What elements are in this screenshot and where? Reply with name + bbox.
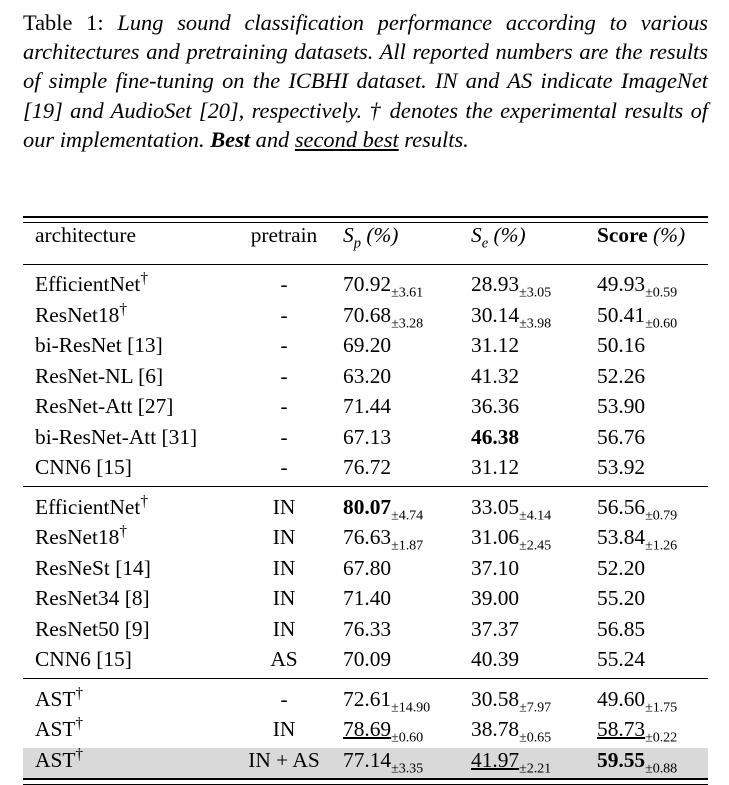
cell-score [591,303,708,334]
results-table [23,216,708,785]
cell-architecture [23,272,233,303]
table-row [23,748,708,780]
architecture-name: bi-ResNet [13] [35,333,163,357]
cell-score [591,495,708,526]
std-se: ±0.65 [519,729,551,745]
dagger-icon: † [140,492,148,509]
dagger-icon: † [119,300,127,317]
architecture-name: ResNet34 [8] [35,586,150,610]
dagger-icon: † [75,684,83,701]
value-sp: 76.63 [343,525,391,549]
rule-cell [591,486,708,495]
results-table-body [23,217,708,785]
std-sp: ±14.90 [391,699,430,715]
value-sp: 76.33 [343,617,391,641]
std-score: ±1.26 [645,537,677,553]
table-row [23,394,708,425]
cell-se [463,425,591,456]
table-row [23,495,708,526]
cell-sp [335,525,463,556]
cell-architecture [23,717,233,748]
cell-architecture [23,425,233,456]
std-se: ±7.97 [519,699,551,715]
cell-pretrain: IN [233,556,335,587]
table-row [23,425,708,456]
rule-cell [591,265,708,273]
std-se: ±3.05 [519,284,551,300]
value-sp: 70.92 [343,272,391,296]
value-score: 58.73 [597,717,645,741]
value-se: 31.06 [471,525,519,549]
value-se: 30.58 [471,687,519,711]
cell-pretrain: - [233,425,335,456]
cell-score [591,647,708,678]
cell-pretrain: - [233,394,335,425]
cell-architecture [23,303,233,334]
rule-cell [233,486,335,495]
cell-se [463,495,591,526]
cell-architecture [23,617,233,648]
cell-pretrain: IN [233,717,335,748]
value-score: 56.56 [597,495,645,519]
architecture-name: CNN6 [15] [35,647,132,671]
cell-sp [335,748,463,780]
caption-and-word: and [256,127,290,152]
column-header-pretrain: pretrain [233,223,335,261]
value-sp: 70.68 [343,303,391,327]
std-score: ±0.79 [645,507,677,523]
value-score: 52.26 [597,364,645,388]
table-row [23,333,708,364]
cell-se [463,617,591,648]
cell-score [591,455,708,486]
rule-cell [591,678,708,687]
value-sp: 80.07 [343,495,391,519]
cell-score [591,687,708,718]
architecture-name: bi-ResNet-Att [31] [35,425,197,449]
cell-sp [335,425,463,456]
cell-sp [335,687,463,718]
cell-se [463,272,591,303]
results-table-container [23,216,708,785]
cell-se [463,687,591,718]
cell-score [591,425,708,456]
cell-sp [335,556,463,587]
table-row [23,303,708,334]
cell-score [591,556,708,587]
cell-pretrain: IN + AS [233,748,335,780]
cell-pretrain: IN [233,525,335,556]
metric-subscript: e [482,235,488,251]
value-score: 52.20 [597,556,645,580]
value-se: 30.14 [471,303,519,327]
architecture-name: EfficientNet [35,272,140,296]
value-score: 53.90 [597,394,645,418]
architecture-name: CNN6 [15] [35,455,132,479]
metric-unit: (%) [488,223,525,247]
table-row [23,455,708,486]
value-se: 41.97 [471,748,519,772]
value-sp: 78.69 [343,717,391,741]
column-header-sp [335,223,463,261]
std-score: ±0.22 [645,729,677,745]
cell-sp [335,495,463,526]
std-se: ±4.14 [519,507,551,523]
table-row [23,556,708,587]
cell-sp [335,617,463,648]
value-se: 37.10 [471,556,519,580]
value-score: 56.76 [597,425,645,449]
std-sp: ±3.61 [391,284,423,300]
value-sp: 72.61 [343,687,391,711]
rule-cell [335,486,463,495]
std-sp: ±1.87 [391,537,423,553]
cell-sp [335,272,463,303]
cell-sp [335,717,463,748]
rule-cell [23,265,233,273]
cell-pretrain: IN [233,586,335,617]
std-score: ±0.59 [645,284,677,300]
architecture-name: ResNet-Att [27] [35,394,173,418]
cell-architecture [23,556,233,587]
cell-se [463,333,591,364]
value-se: 39.00 [471,586,519,610]
value-score: 56.85 [597,617,645,641]
cell-architecture [23,647,233,678]
cell-se [463,717,591,748]
column-header-architecture: architecture [23,223,233,261]
cell-se [463,556,591,587]
cell-sp [335,364,463,395]
cell-architecture [23,586,233,617]
value-sp: 67.80 [343,556,391,580]
table-row [23,586,708,617]
value-sp: 70.09 [343,647,391,671]
caption-body: Lung sound classification performance according to various architectures and pretraining datasets. All reported numbers are the results of simple fine-tuning on the ICBHI dataset. IN and AS indicate ImageNet [19] and AudioSet [20], respectively. † denotes the experimental results of our implementation. [23,10,708,152]
value-sp: 69.20 [343,333,391,357]
value-se: 36.36 [471,394,519,418]
cell-score [591,525,708,556]
table-row [23,617,708,648]
architecture-name: AST [35,717,75,741]
value-score: 55.24 [597,647,645,671]
caption-best-word: Best [210,127,250,152]
std-sp: ±3.28 [391,315,423,331]
cell-pretrain: - [233,687,335,718]
cell-pretrain: - [233,303,335,334]
column-header-se [463,223,591,261]
std-se: ±2.21 [519,760,551,776]
metric-unit: (%) [361,223,398,247]
metric-symbol: S [471,223,482,247]
std-sp: ±3.35 [391,760,423,776]
cell-sp [335,333,463,364]
cell-sp [335,647,463,678]
value-se: 37.37 [471,617,519,641]
cell-pretrain: - [233,364,335,395]
section-separator-rule [23,486,708,495]
cell-pretrain: - [233,272,335,303]
rule-cell [233,678,335,687]
cell-se [463,364,591,395]
cell-se [463,586,591,617]
value-sp: 63.20 [343,364,391,388]
cell-architecture [23,748,233,780]
table-row [23,647,708,678]
value-score: 49.60 [597,687,645,711]
table-row [23,272,708,303]
value-sp: 77.14 [343,748,391,772]
cell-score [591,333,708,364]
std-se: ±3.98 [519,315,551,331]
caption-tail: results. [404,127,468,152]
value-score: 55.20 [597,586,645,610]
cell-architecture [23,333,233,364]
value-score: 53.84 [597,525,645,549]
value-se: 46.38 [471,425,519,449]
cell-sp [335,394,463,425]
value-sp: 76.72 [343,455,391,479]
value-score: 50.41 [597,303,645,327]
architecture-name: ResNet18 [35,525,119,549]
value-se: 31.12 [471,455,519,479]
cell-score [591,717,708,748]
cell-pretrain: IN [233,495,335,526]
rule-cell [463,678,591,687]
value-sp: 71.40 [343,586,391,610]
value-se: 31.12 [471,333,519,357]
dagger-icon: † [75,745,83,762]
cell-pretrain: - [233,333,335,364]
caption-label: Table 1: [23,10,104,35]
table-row [23,364,708,395]
architecture-name: ResNet18 [35,303,119,327]
cell-score [591,617,708,648]
caption-second-best-word: second best [295,127,399,152]
cell-sp [335,303,463,334]
table-header-row [23,223,708,261]
cell-se [463,455,591,486]
rule-cell [23,486,233,495]
architecture-name: EfficientNet [35,495,140,519]
cell-architecture [23,525,233,556]
std-se: ±2.45 [519,537,551,553]
table-row [23,717,708,748]
cell-sp [335,455,463,486]
value-se: 33.05 [471,495,519,519]
rule-cell [463,486,591,495]
rule-cell [23,678,233,687]
rule-cell [233,265,335,273]
cell-architecture [23,687,233,718]
cell-se [463,748,591,780]
cell-se [463,647,591,678]
rule-cell [335,678,463,687]
dagger-icon: † [119,523,127,540]
cell-pretrain: AS [233,647,335,678]
architecture-name: AST [35,748,75,772]
cell-se [463,303,591,334]
value-score: 53.92 [597,455,645,479]
std-score: ±1.75 [645,699,677,715]
architecture-name: ResNet50 [9] [35,617,150,641]
rule-cell [463,265,591,273]
value-se: 28.93 [471,272,519,296]
std-sp: ±4.74 [391,507,423,523]
cell-pretrain: - [233,455,335,486]
cell-score [591,394,708,425]
table-row [23,525,708,556]
value-score: 59.55 [597,748,645,772]
cell-score [591,272,708,303]
cell-se [463,394,591,425]
std-score: ±0.60 [645,315,677,331]
value-score: 49.93 [597,272,645,296]
cell-pretrain: IN [233,617,335,648]
cell-architecture [23,495,233,526]
cell-score [591,586,708,617]
header-gap [23,265,708,273]
cell-score [591,748,708,780]
metric-symbol: S [343,223,354,247]
score-unit: (%) [648,223,685,247]
cell-architecture [23,455,233,486]
cell-architecture [23,394,233,425]
cell-se [463,525,591,556]
value-score: 50.16 [597,333,645,357]
rule-cell [335,265,463,273]
section-separator-rule [23,678,708,687]
table-row [23,687,708,718]
table-caption [23,8,708,154]
metric-subscript: p [354,235,361,251]
architecture-name: ResNet-NL [6] [35,364,163,388]
architecture-name: ResNeSt [14] [35,556,151,580]
architecture-name: AST [35,687,75,711]
column-header-score [591,223,708,261]
dagger-icon: † [75,715,83,732]
value-se: 41.32 [471,364,519,388]
value-se: 38.78 [471,717,519,741]
cell-sp [335,586,463,617]
std-score: ±0.88 [645,760,677,776]
value-sp: 67.13 [343,425,391,449]
cell-architecture [23,364,233,395]
cell-score [591,364,708,395]
value-se: 40.39 [471,647,519,671]
value-sp: 71.44 [343,394,391,418]
std-sp: ±0.60 [391,729,423,745]
dagger-icon: † [140,270,148,287]
score-label: Score [597,223,648,247]
